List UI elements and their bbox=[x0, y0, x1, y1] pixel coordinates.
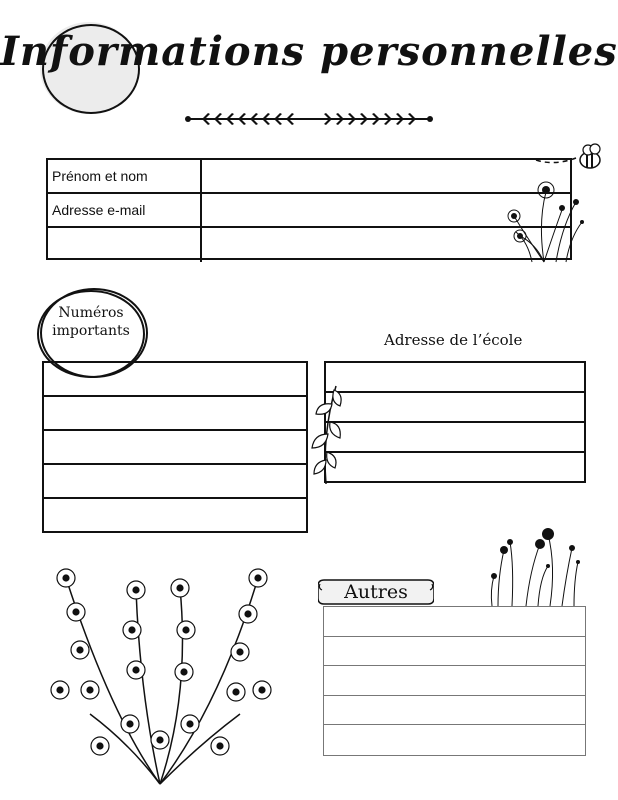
school-address-box bbox=[324, 361, 586, 483]
number-line[interactable] bbox=[44, 397, 306, 431]
number-line[interactable] bbox=[44, 465, 306, 499]
others-line[interactable] bbox=[324, 725, 585, 755]
important-numbers-box bbox=[42, 361, 308, 533]
info-row-email bbox=[48, 194, 570, 228]
info-label bbox=[48, 228, 202, 262]
leaf-branch-icon bbox=[308, 382, 344, 486]
address-line[interactable] bbox=[326, 423, 584, 453]
flower-branch-icon bbox=[40, 560, 280, 786]
others-line[interactable] bbox=[324, 666, 585, 696]
wildflowers-icon bbox=[488, 526, 584, 608]
info-row-extra bbox=[48, 228, 570, 262]
others-line[interactable] bbox=[324, 607, 585, 637]
number-line[interactable] bbox=[44, 363, 306, 397]
leaf-divider-icon bbox=[184, 108, 434, 130]
others-line[interactable] bbox=[324, 637, 585, 667]
others-box bbox=[323, 606, 586, 756]
personal-info-table bbox=[46, 158, 572, 260]
bee-icon bbox=[534, 142, 608, 178]
address-line[interactable] bbox=[326, 393, 584, 423]
numbers-title-line1: Numéros bbox=[58, 305, 124, 321]
info-label: Adresse e-mail bbox=[48, 194, 202, 226]
wildflowers-icon bbox=[496, 176, 592, 264]
info-label: Prénom et nom bbox=[48, 160, 202, 192]
numbers-badge-title bbox=[37, 304, 145, 340]
number-line[interactable] bbox=[44, 431, 306, 465]
address-line[interactable] bbox=[326, 363, 584, 393]
number-line[interactable] bbox=[44, 499, 306, 533]
others-title: Autres bbox=[344, 581, 408, 603]
numbers-title-line2: importants bbox=[52, 323, 130, 339]
school-address-title: Adresse de l’école bbox=[384, 331, 523, 349]
others-line[interactable] bbox=[324, 696, 585, 726]
page-title: Informations personnelles bbox=[0, 28, 618, 75]
info-row-name bbox=[48, 160, 570, 194]
address-line[interactable] bbox=[326, 453, 584, 483]
